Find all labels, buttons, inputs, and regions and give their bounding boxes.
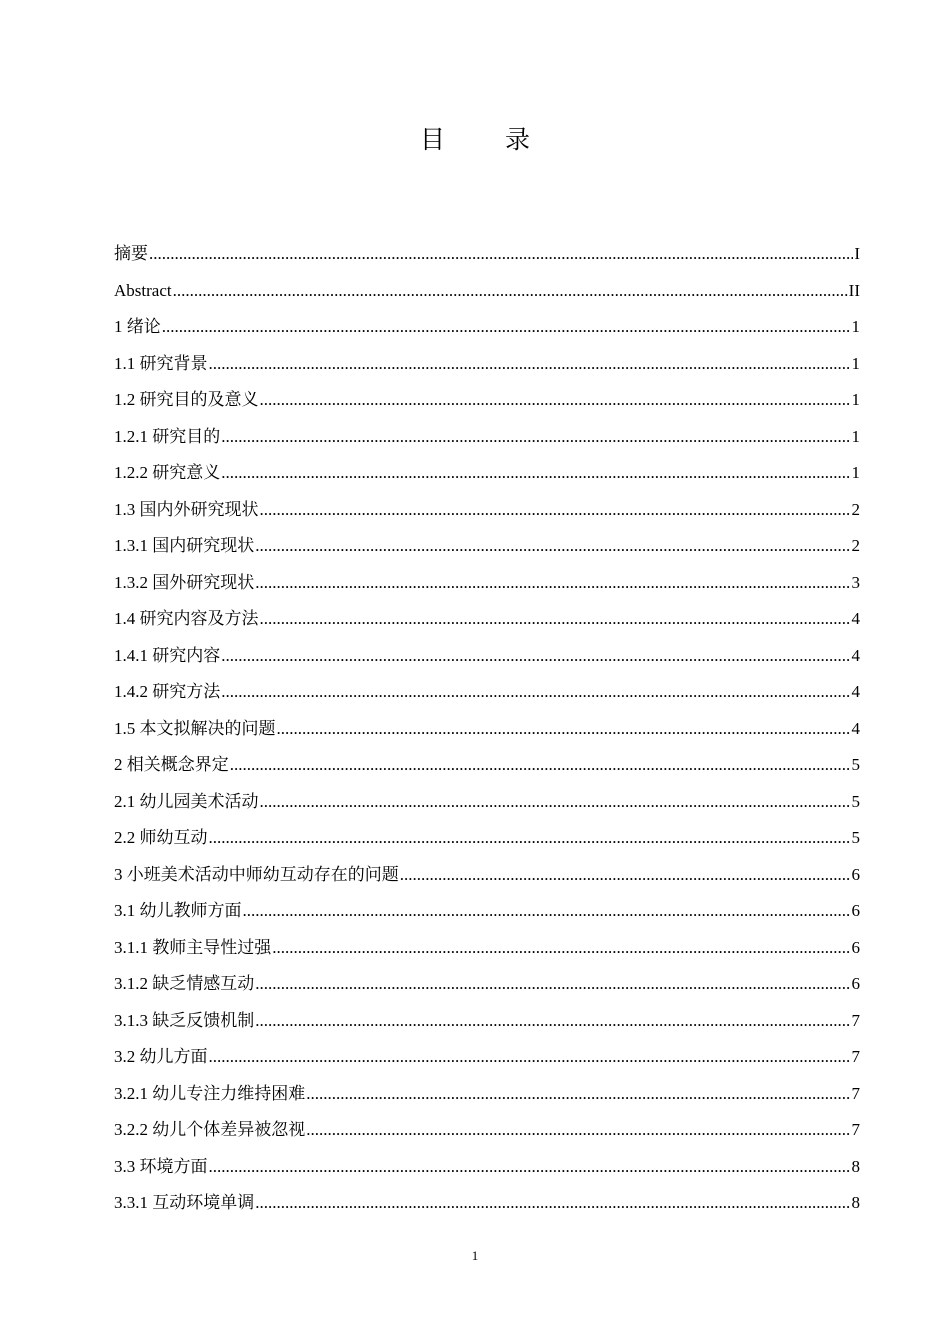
toc-dot-leader (209, 824, 851, 852)
toc-entry[interactable] (114, 350, 860, 387)
toc-entry-page: 7 (851, 1010, 860, 1030)
toc-entry-label: 3.3 环境方面 (114, 1156, 208, 1176)
toc-dot-leader (255, 532, 850, 560)
toc-entry-label: 3.2.2 幼儿个体差异被忽视 (114, 1120, 306, 1139)
toc-dot-leader (255, 1007, 850, 1035)
toc-entry-page: 6 (851, 974, 860, 993)
toc-entry[interactable] (114, 496, 860, 533)
toc-entry-page: 4 (851, 609, 860, 628)
toc-dot-leader (255, 1189, 850, 1217)
toc-entry-label: 3.1 幼儿教师方面 (114, 901, 242, 920)
toc-entry[interactable] (114, 934, 860, 971)
toc-entry[interactable] (114, 970, 860, 1007)
toc-entry-label: 摘要 (114, 244, 148, 263)
toc-dot-leader (221, 459, 850, 487)
toc-entry[interactable] (114, 897, 860, 934)
toc-entry-page: 4 (851, 718, 860, 738)
toc-entry-label: 1.5 本文拟解决的问题 (114, 718, 276, 738)
toc-entry[interactable] (114, 1189, 860, 1226)
toc-dot-leader (149, 240, 853, 268)
toc-entry-label: Abstract (114, 280, 172, 300)
toc-dot-leader (209, 350, 851, 378)
toc-entry-page: 6 (851, 901, 860, 920)
toc-dot-leader (277, 715, 851, 743)
toc-dot-leader (260, 496, 851, 524)
toc-entry-label: 2 相关概念界定 (114, 755, 229, 774)
toc-entry-label: 3.1.3 缺乏反馈机制 (114, 1010, 255, 1030)
toc-dot-leader (306, 1116, 850, 1144)
toc-entry-page: 5 (851, 755, 860, 774)
toc-dot-leader (243, 897, 851, 925)
toc-entry-label: 1.4.2 研究方法 (114, 682, 221, 701)
toc-entry-page: 2 (851, 499, 860, 519)
toc-entry-page: 7 (851, 1047, 860, 1066)
toc-dot-leader (162, 313, 851, 341)
toc-entry-page: 1 (851, 463, 860, 482)
toc-entry[interactable] (114, 277, 860, 314)
toc-entry-label: 3.1.1 教师主导性过强 (114, 937, 272, 957)
toc-entry[interactable] (114, 423, 860, 460)
toc-entry-page: 8 (851, 1193, 860, 1212)
toc-entry[interactable] (114, 642, 860, 679)
toc-entry-page: 6 (851, 937, 860, 957)
toc-entry[interactable] (114, 240, 860, 277)
toc-entry[interactable] (114, 569, 860, 606)
toc-entry[interactable] (114, 678, 860, 715)
toc-entry-label: 2.1 幼儿园美术活动 (114, 791, 259, 811)
toc-dot-leader (260, 386, 851, 414)
toc-entry[interactable] (114, 386, 860, 423)
toc-dot-leader (221, 678, 850, 706)
toc-entry-label: 1.3.2 国外研究现状 (114, 572, 255, 592)
toc-entry-page: 6 (851, 864, 860, 884)
toc-entry[interactable] (114, 715, 860, 752)
toc-entry-page: II (848, 280, 860, 300)
toc-entry[interactable] (114, 532, 860, 569)
toc-dot-leader (255, 970, 850, 998)
toc-entry[interactable] (114, 1153, 860, 1190)
toc-dot-leader (209, 1043, 851, 1071)
toc-entry[interactable] (114, 459, 860, 496)
toc-entry-page: 1 (851, 390, 860, 409)
toc-entry[interactable] (114, 1080, 860, 1117)
toc-entry-label: 1.3 国内外研究现状 (114, 499, 259, 519)
toc-entry-label: 3 小班美术活动中师幼互动存在的问题 (114, 864, 399, 884)
toc-dot-leader (400, 861, 851, 889)
toc-entry[interactable] (114, 824, 860, 861)
toc-entry-label: 3.2.1 幼儿专注力维持困难 (114, 1083, 306, 1103)
table-of-contents (114, 240, 860, 1226)
toc-entry-label: 1.1 研究背景 (114, 353, 208, 373)
toc-entry-page: 8 (851, 1156, 860, 1176)
toc-dot-leader (306, 1080, 850, 1108)
toc-entry-label: 1.4.1 研究内容 (114, 645, 221, 665)
toc-entry-page: 1 (851, 317, 860, 336)
toc-entry-label: 1.2.2 研究意义 (114, 463, 221, 482)
toc-dot-leader (173, 277, 848, 305)
toc-entry-page: 7 (851, 1120, 860, 1139)
toc-entry-label: 3.3.1 互动环境单调 (114, 1193, 255, 1212)
toc-entry[interactable] (114, 313, 860, 350)
toc-entry[interactable] (114, 751, 860, 788)
toc-entry-page: 1 (851, 353, 860, 373)
toc-entry[interactable] (114, 861, 860, 898)
toc-dot-leader (209, 1153, 851, 1181)
toc-entry-page: I (854, 244, 860, 263)
toc-entry-page: 4 (851, 682, 860, 701)
toc-dot-leader (260, 788, 851, 816)
toc-entry-label: 1.2.1 研究目的 (114, 426, 221, 446)
toc-entry-label: 3.1.2 缺乏情感互动 (114, 974, 255, 993)
toc-entry[interactable] (114, 1116, 860, 1153)
toc-entry-label: 1 绪论 (114, 317, 161, 336)
toc-entry-page: 2 (851, 536, 860, 555)
toc-entry[interactable] (114, 1007, 860, 1044)
toc-entry-label: 2.2 师幼互动 (114, 828, 208, 847)
toc-entry-label: 1.4 研究内容及方法 (114, 609, 259, 628)
page-number: 1 (471, 1248, 479, 1263)
toc-dot-leader (221, 642, 850, 670)
toc-dot-leader (260, 605, 851, 633)
toc-entry-page: 3 (851, 572, 860, 592)
toc-dot-leader (255, 569, 850, 597)
toc-dot-leader (221, 423, 850, 451)
toc-entry-page: 1 (851, 426, 860, 446)
toc-entry-page: 7 (851, 1083, 860, 1103)
toc-entry-page: 5 (851, 791, 860, 811)
toc-dot-leader (230, 751, 851, 779)
toc-entry[interactable] (114, 788, 860, 825)
page-title: 目 录 (420, 125, 556, 154)
toc-entry-label: 1.2 研究目的及意义 (114, 390, 259, 409)
toc-entry[interactable] (114, 1043, 860, 1080)
toc-entry-page: 4 (851, 645, 860, 665)
toc-entry-page: 5 (851, 828, 860, 847)
toc-entry-label: 1.3.1 国内研究现状 (114, 536, 255, 555)
toc-dot-leader (272, 934, 850, 962)
toc-entry-label: 3.2 幼儿方面 (114, 1047, 208, 1066)
toc-entry[interactable] (114, 605, 860, 642)
